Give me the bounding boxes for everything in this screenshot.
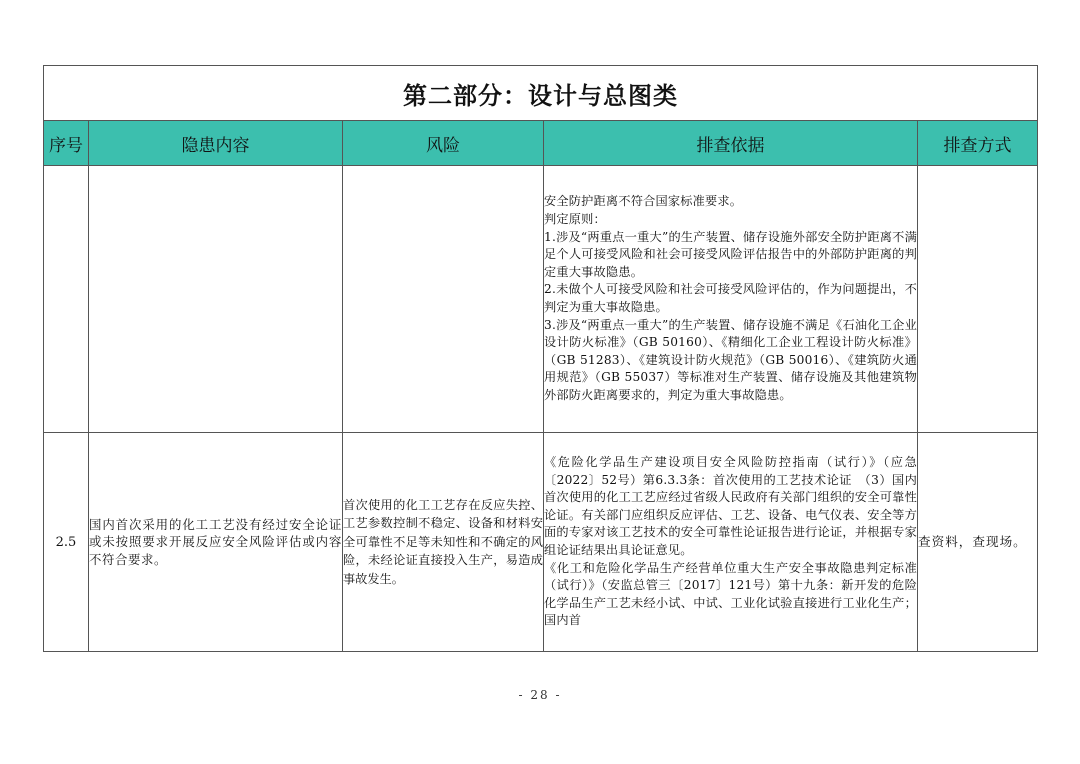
basis-paragraph: 1.涉及“两重点一重大”的生产装置、储存设施外部安全防护距离不满足个人可接受风险和社会可接受风险评估报告中的外部防护距离的判定重大事故隐患。: [544, 229, 917, 279]
hazard-checklist-table: [43, 65, 1038, 652]
basis-paragraph: 安全防护距离不符合国家标准要求。: [544, 194, 743, 209]
header-no: 序号: [44, 121, 89, 166]
basis-paragraph: 2.未做个人可接受风险和社会可接受风险评估的，作为问题提出，不判定为重大事故隐患。: [544, 282, 917, 314]
header-risk: 风险: [343, 121, 544, 166]
header-basis: 排查依据: [544, 121, 918, 166]
risk-content: 首次使用的化工工艺存在反应失控、工艺参数控制不稳定、设备和材料安全可靠性不足等未知性和不确定的风险，未经论证直接投入生产，易造成事故发生。: [343, 433, 544, 652]
section-title: 第二部分：设计与总图类: [44, 66, 1038, 121]
row-number: [44, 166, 89, 433]
basis-content: [544, 166, 918, 433]
hazard-content: [89, 166, 343, 433]
basis-paragraph: 3.涉及“两重点一重大”的生产装置、储存设施不满足《石油化工企业设计防火标准》（GB 50160）、《精细化工企业工程设计防火标准》（GB 51283）、《建筑设计防火规范》（GB 50016）、《建筑防火通用规范》（GB 55037）等标准对生产装置、储存设施及其他建筑物外部防火距离要求的，判定为重大事故隐患。: [544, 317, 917, 402]
table-row: [44, 166, 1038, 433]
table-row: [44, 433, 1038, 652]
basis-paragraph: 《化工和危险化学品生产经营单位重大生产安全事故隐患判定标准（试行）》（安监总管三〔2017〕121号）第十九条：新开发的危险化学品生产工艺未经小试、中试、工业化试验直接进行工业化生产；国内首: [544, 560, 917, 628]
row-number: 2.5: [44, 433, 89, 652]
basis-paragraph: 判定原则：: [544, 212, 606, 227]
header-method: 排查方式: [918, 121, 1038, 166]
header-hazard: 隐患内容: [89, 121, 343, 166]
basis-paragraph: 《危险化学品生产建设项目安全风险防控指南（试行）》（应急〔2022〕52号）第6.3.3条：首次使用的工艺技术论证 （3）国内首次使用的化工工艺应经过省级人民政府有关部门组织的安全可靠性论证。有关部门应组织反应评估、工艺、设备、电气仪表、安全等方面的专家对该工艺技术的安全可靠性论证报告进行论证，并根据专家组论证结果出具论证意见。: [544, 455, 917, 557]
method-content: 查资料，查现场。: [918, 433, 1038, 652]
risk-content: [343, 166, 544, 433]
method-content: [918, 166, 1038, 433]
hazard-content: 国内首次采用的化工工艺没有经过安全论证或未按照要求开展反应安全风险评估或内容不符合要求。: [89, 433, 343, 652]
basis-content: [544, 433, 918, 652]
page-number: - 28 -: [518, 688, 562, 702]
